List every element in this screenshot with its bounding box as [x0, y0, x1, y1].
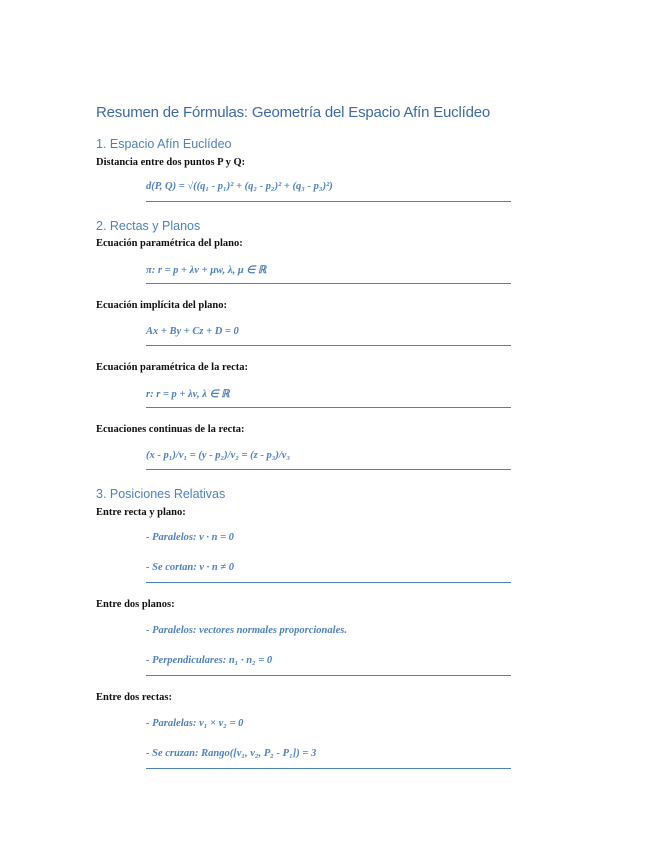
label-parametrica-recta: Ecuación paramétrica de la recta: [96, 362, 249, 373]
section-heading-rectas-planos: 2. Rectas y Planos [96, 219, 201, 233]
label-recta-plano: Entre recta y plano: [96, 507, 186, 518]
formula-rectas-paralelas: - Paralelas: v₁ × v₂ = 0 [146, 718, 244, 729]
formula-underline [146, 407, 511, 408]
formula-continuas-recta: (x - p₁)/v₁ = (y - p₂)/v₂ = (z - p₃)/v₃ [146, 450, 291, 461]
section-heading-posiciones: 3. Posiciones Relativas [96, 487, 226, 501]
label-implicita-plano: Ecuación implícita del plano: [96, 300, 227, 311]
formula-underline [146, 345, 511, 346]
formula-implicita-plano: Ax + By + Cz + D = 0 [146, 326, 239, 337]
formula-parametrica-recta: r: r = p + λv, λ ∈ ℝ [146, 389, 230, 400]
formula-underline [146, 201, 511, 202]
formula-planos-paralelos: - Paralelos: vectores normales proporcionales. [146, 625, 347, 636]
label-dos-rectas: Entre dos rectas: [96, 692, 173, 703]
formula-underline [146, 283, 511, 284]
formula-recta-plano-paralelos: - Paralelos: v · n = 0 [146, 532, 234, 543]
document-title: Resumen de Fórmulas: Geometría del Espacio Afín Euclídeo [96, 104, 491, 121]
label-dos-planos: Entre dos planos: [96, 599, 175, 610]
label-distancia: Distancia entre dos puntos P y Q: [96, 157, 246, 168]
formula-recta-plano-cortan: - Se cortan: v · n ≠ 0 [146, 562, 235, 573]
formula-underline [146, 582, 511, 583]
formula-underline [146, 469, 511, 470]
formula-planos-perpendiculares: - Perpendiculares: n₁ · n₂ = 0 [146, 655, 273, 666]
formula-distancia: d(P, Q) = √((q₁ - p₁)² + (q₂ - p₂)² + (q₃ - p₃)²) [146, 181, 333, 192]
formula-parametrica-plano: π: r = p + λv + μw, λ, μ ∈ ℝ [146, 265, 267, 276]
formula-rectas-cruzan: - Se cruzan: Rango([v₁, v₂, P₂ - P₁]) = 3 [146, 748, 317, 759]
formula-underline [146, 675, 511, 676]
label-continuas-recta: Ecuaciones continuas de la recta: [96, 424, 245, 435]
section-heading-espacio-afin: 1. Espacio Afín Euclídeo [96, 137, 232, 151]
formula-underline [146, 768, 511, 769]
label-parametrica-plano: Ecuación paramétrica del plano: [96, 238, 243, 249]
